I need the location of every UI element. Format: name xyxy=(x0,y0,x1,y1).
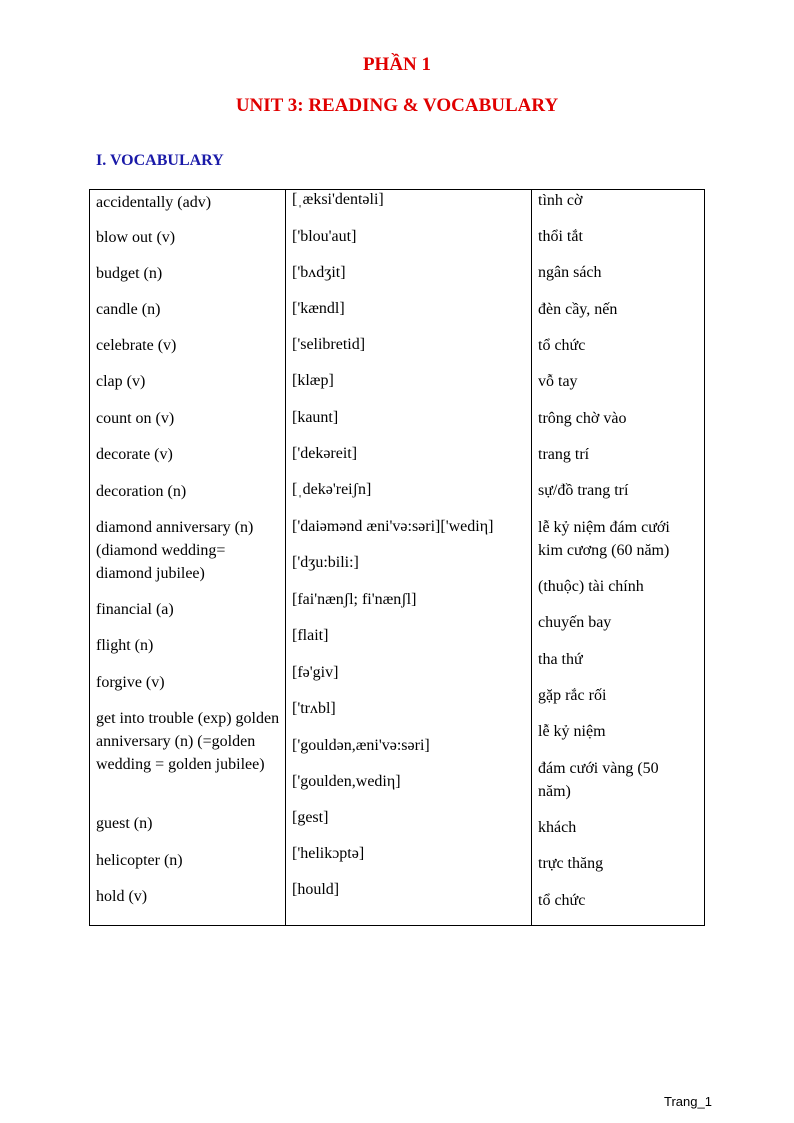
meaning-cell: trực thăng xyxy=(538,855,604,872)
word-cell: diamond anniversary (n) (diamond wedding= diamond jubilee) xyxy=(96,519,254,582)
meaning-cell: lễ kỷ niệm đám cưới kim cương (60 năm) xyxy=(538,519,670,559)
word-cell: clap (v) xyxy=(96,373,146,390)
word-cell: financial (a) xyxy=(96,601,174,618)
word-cell: budget (n) xyxy=(96,265,163,282)
meaning-cell: tổ chức xyxy=(538,892,586,909)
vocabulary-table xyxy=(89,189,705,926)
phonetic-cell: ['dekəreit] xyxy=(292,445,358,462)
word-cell: celebrate (v) xyxy=(96,337,177,354)
meaning-cell: gặp rắc rối xyxy=(538,687,607,704)
meaning-cell: tình cờ xyxy=(538,192,583,209)
meaning-cell: tổ chức xyxy=(538,337,586,354)
meaning-cell: đám cưới vàng (50 năm) xyxy=(538,760,659,800)
meaning-cell: sự/đồ trang trí xyxy=(538,482,629,499)
phonetic-column xyxy=(286,190,532,925)
meaning-cell: vỗ tay xyxy=(538,373,578,390)
meaning-cell: thổi tắt xyxy=(538,228,583,245)
phonetic-cell: [gest] xyxy=(292,809,329,826)
phonetic-cell: [flait] xyxy=(292,627,329,644)
word-cell: decorate (v) xyxy=(96,446,173,463)
word-cell: get into trouble (exp) golden anniversary (n) (=golden wedding = golden jubilee) xyxy=(96,710,280,773)
phonetic-cell: ['trʌbl] xyxy=(292,700,336,717)
meaning-cell: ngân sách xyxy=(538,264,602,281)
meaning-cell: tha thứ xyxy=(538,651,583,668)
phonetic-cell: ['gouldən,æni'və:səri] xyxy=(292,737,430,754)
phonetic-cell: [hould] xyxy=(292,881,340,898)
page-number: Trang_1 xyxy=(664,1094,712,1109)
word-cell: blow out (v) xyxy=(96,229,176,246)
phonetic-cell: ['selibretid] xyxy=(292,336,366,353)
meaning-cell: trông chờ vào xyxy=(538,410,627,427)
phonetic-cell: [klæp] xyxy=(292,372,334,389)
section-title: I. VOCABULARY xyxy=(96,152,224,169)
word-cell: decoration (n) xyxy=(96,483,187,500)
phonetic-cell: [ˌæksi'dentəli] xyxy=(292,191,384,208)
word-cell: candle (n) xyxy=(96,301,161,318)
word-cell: hold (v) xyxy=(96,888,148,905)
phonetic-cell: ['kændl] xyxy=(292,300,345,317)
meaning-cell: lễ kỷ niệm xyxy=(538,723,606,740)
word-cell: accidentally (adv) xyxy=(96,194,212,211)
meaning-cell: (thuộc) tài chính xyxy=(538,578,644,595)
phonetic-cell: ['daiəmənd æni'və:səri]['wediη] xyxy=(292,518,494,535)
meaning-cell: chuyến bay xyxy=(538,614,612,631)
word-cell: helicopter (n) xyxy=(96,852,183,869)
word-cell: flight (n) xyxy=(96,637,154,654)
word-cell: forgive (v) xyxy=(96,674,165,691)
word-cell: guest (n) xyxy=(96,815,153,832)
phonetic-cell: ['dʒu:bili:] xyxy=(292,554,359,571)
unit-title: UNIT 3: READING & VOCABULARY xyxy=(235,95,559,116)
part-title: PHẦN 1 xyxy=(362,54,432,75)
phonetic-cell: ['bʌdʒit] xyxy=(292,264,346,281)
meaning-cell: trang trí xyxy=(538,446,590,463)
meaning-column xyxy=(532,190,704,925)
phonetic-cell: [fə'giv] xyxy=(292,664,339,681)
phonetic-cell: ['helikɔptə] xyxy=(292,845,365,862)
phonetic-cell: ['blou'aut] xyxy=(292,228,357,245)
phonetic-cell: [fai'nænʃl; fi'nænʃl] xyxy=(292,591,417,608)
meaning-cell: đèn cầy, nến xyxy=(538,301,618,318)
meaning-cell: khách xyxy=(538,819,577,836)
phonetic-cell: ['goulden,wediη] xyxy=(292,773,401,790)
phonetic-cell: [kaunt] xyxy=(292,409,339,426)
word-column xyxy=(90,190,286,925)
word-cell: count on (v) xyxy=(96,410,175,427)
phonetic-cell: [ˌdekə'reiʃn] xyxy=(292,481,372,498)
